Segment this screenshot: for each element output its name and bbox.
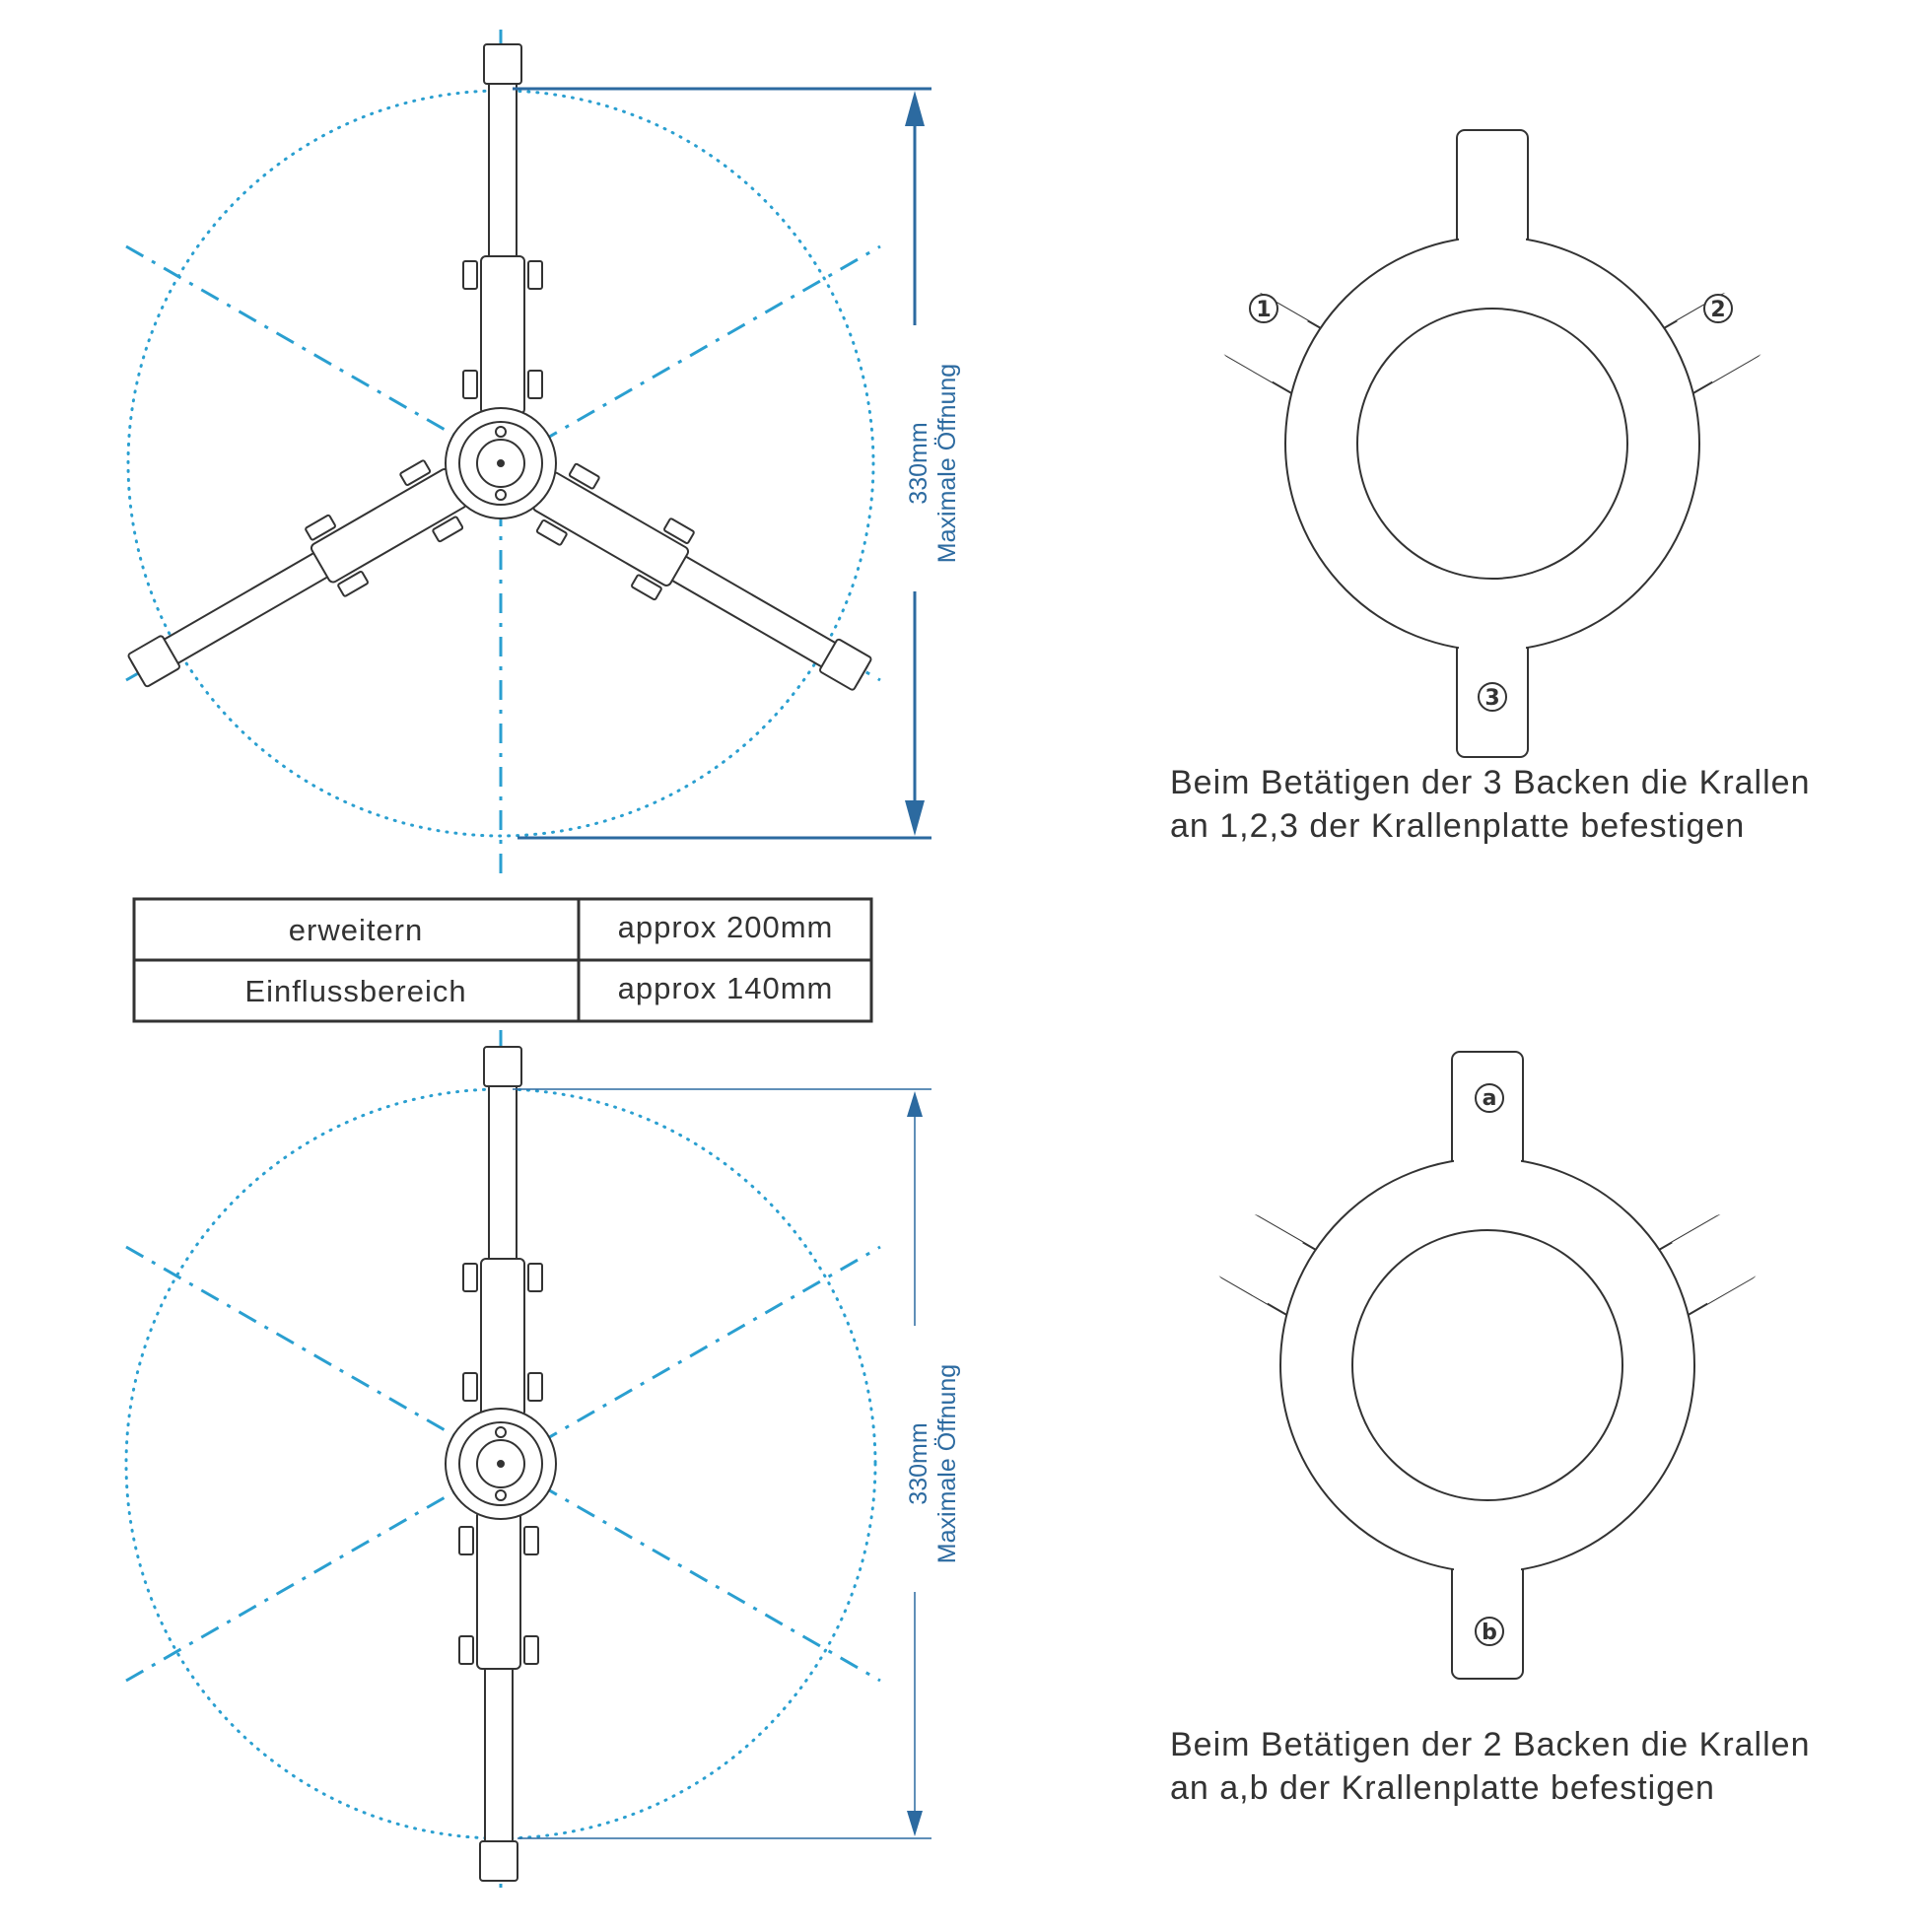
arrow-up-icon	[907, 1091, 923, 1117]
claw-plate-two-tab	[1170, 1052, 1810, 1807]
puller-arm-top	[463, 44, 542, 414]
marker-3	[1479, 683, 1506, 711]
table-cell-label: erweitern	[288, 913, 424, 947]
table-cell-value: approx 200mm	[617, 910, 834, 944]
table-cell-label: Einflussbereich	[244, 974, 467, 1008]
puller-arm-left	[522, 455, 882, 709]
plate-caption-line: an a,b der Krallenplatte befestigen	[1170, 1769, 1715, 1807]
marker-a	[1476, 1084, 1503, 1112]
puller-diagram-three-jaw	[117, 30, 964, 882]
claw-plate-three-tab	[1170, 130, 1810, 845]
dimension-label: Maximale Öffnung	[933, 1363, 961, 1564]
center-hub	[446, 1409, 556, 1519]
marker-2	[1704, 295, 1732, 322]
arrow-down-icon	[907, 1811, 923, 1836]
marker-1	[1250, 295, 1277, 322]
plate-caption-line: Beim Betätigen der 2 Backen die Krallen	[1170, 1726, 1811, 1763]
dimension-line	[513, 1089, 964, 1838]
plate-caption-line: an 1,2,3 der Krallenplatte befestigen	[1170, 807, 1746, 845]
dimension-value: 330mm	[905, 1422, 932, 1505]
svg-text:3: 3	[1484, 686, 1500, 711]
svg-text:a: a	[1482, 1086, 1497, 1111]
svg-text:b: b	[1482, 1621, 1497, 1645]
puller-arm-top	[463, 1047, 542, 1416]
arrow-up-icon	[905, 91, 925, 126]
table-cell-value: approx 140mm	[617, 971, 834, 1005]
dimension-value: 330mm	[905, 422, 932, 505]
puller-diagram-two-jaw	[126, 1030, 964, 1898]
spec-table	[134, 899, 871, 1021]
dimension-line	[513, 89, 964, 838]
arrow-down-icon	[905, 800, 925, 836]
plate-caption-line: Beim Betätigen der 3 Backen die Krallen	[1170, 764, 1811, 801]
puller-arm-right	[117, 452, 477, 706]
marker-b	[1476, 1618, 1503, 1645]
center-hub	[446, 408, 556, 518]
svg-text:1: 1	[1256, 298, 1272, 322]
svg-text:2: 2	[1710, 298, 1726, 322]
dimension-label: Maximale Öffnung	[933, 363, 961, 564]
puller-arm-bottom	[459, 1511, 538, 1881]
